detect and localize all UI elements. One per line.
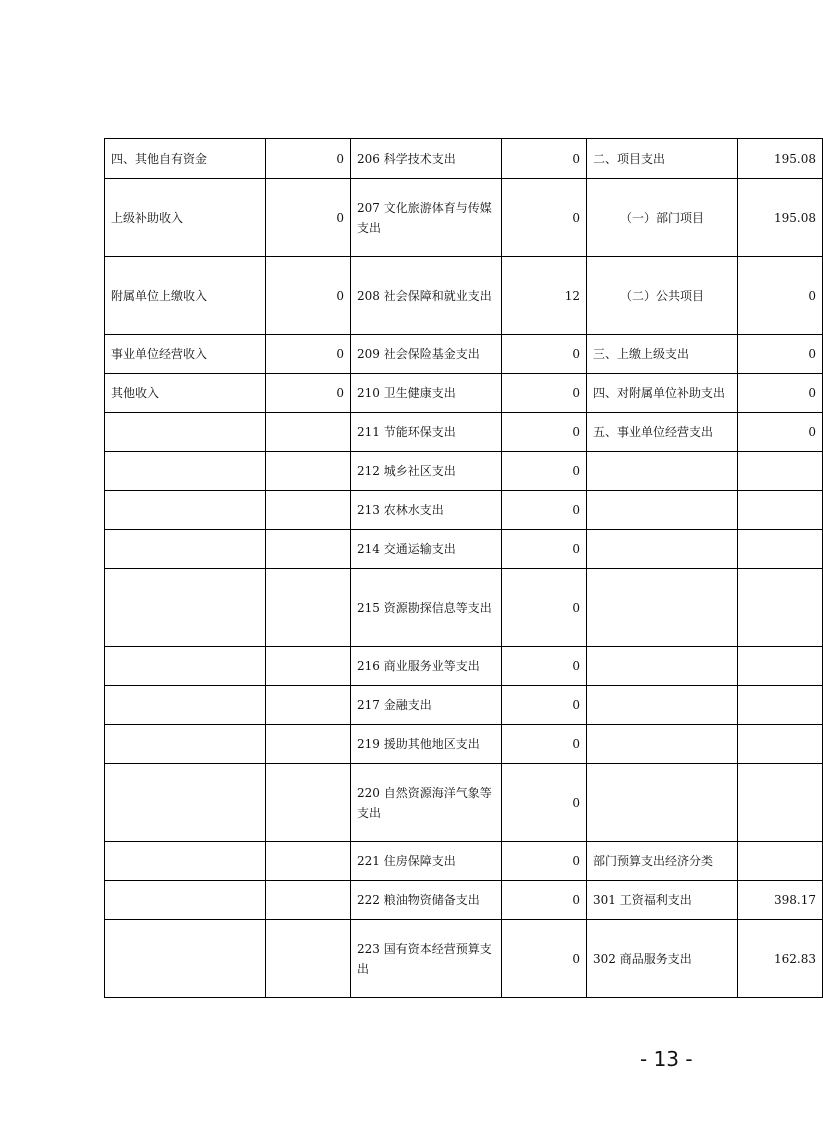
expense-function-amount: 0 [502, 881, 587, 920]
income-item: 上级补助收入 [105, 179, 266, 257]
income-item [105, 647, 266, 686]
expense-function-item: 216 商业服务业等支出 [351, 647, 502, 686]
expense-amount [738, 764, 823, 842]
page-number: - 13 - [640, 1047, 693, 1071]
expense-amount: 0 [738, 335, 823, 374]
income-amount [266, 569, 351, 647]
table-row [105, 491, 823, 530]
expense-item: 五、事业单位经营支出 [587, 413, 738, 452]
expense-item: （二）公共项目 [587, 257, 738, 335]
expense-function-amount: 0 [502, 413, 587, 452]
expense-function-amount: 0 [502, 842, 587, 881]
income-amount [266, 452, 351, 491]
expense-function-item: 208 社会保障和就业支出 [351, 257, 502, 335]
expense-amount [738, 647, 823, 686]
income-item: 其他收入 [105, 374, 266, 413]
income-item [105, 764, 266, 842]
expense-function-item: 215 资源勘探信息等支出 [351, 569, 502, 647]
table-row [105, 842, 823, 881]
expense-function-item: 223 国有资本经营预算支出 [351, 920, 502, 998]
table-row [105, 374, 823, 413]
expense-function-item: 220 自然资源海洋气象等支出 [351, 764, 502, 842]
income-amount: 0 [266, 374, 351, 413]
expense-amount: 0 [738, 413, 823, 452]
income-amount [266, 842, 351, 881]
income-amount: 0 [266, 179, 351, 257]
expense-item: 部门预算支出经济分类 [587, 842, 738, 881]
expense-function-amount: 0 [502, 139, 587, 179]
expense-function-amount: 0 [502, 569, 587, 647]
expense-amount [738, 530, 823, 569]
expense-amount [738, 725, 823, 764]
table-row [105, 725, 823, 764]
expense-function-amount: 0 [502, 374, 587, 413]
expense-item [587, 725, 738, 764]
expense-item [587, 452, 738, 491]
income-amount [266, 530, 351, 569]
table-row [105, 686, 823, 725]
table-row [105, 413, 823, 452]
expense-item [587, 569, 738, 647]
income-item: 附属单位上缴收入 [105, 257, 266, 335]
income-item [105, 530, 266, 569]
income-amount [266, 725, 351, 764]
expense-function-item: 209 社会保险基金支出 [351, 335, 502, 374]
expense-function-item: 219 援助其他地区支出 [351, 725, 502, 764]
table-row [105, 881, 823, 920]
expense-function-amount: 0 [502, 491, 587, 530]
income-item: 四、其他自有资金 [105, 139, 266, 179]
income-item [105, 491, 266, 530]
table-row [105, 179, 823, 257]
table-row [105, 764, 823, 842]
income-item [105, 413, 266, 452]
expense-function-item: 221 住房保障支出 [351, 842, 502, 881]
income-amount [266, 413, 351, 452]
table-row [105, 530, 823, 569]
income-item [105, 686, 266, 725]
table-row [105, 139, 823, 179]
expense-item: （一）部门项目 [587, 179, 738, 257]
table-row [105, 257, 823, 335]
expense-function-amount: 0 [502, 725, 587, 764]
expense-function-item: 206 科学技术支出 [351, 139, 502, 179]
expense-function-amount: 0 [502, 686, 587, 725]
expense-item [587, 530, 738, 569]
expense-item: 二、项目支出 [587, 139, 738, 179]
expense-amount: 195.08 [738, 179, 823, 257]
income-item [105, 452, 266, 491]
table-row [105, 452, 823, 491]
expense-amount: 162.83 [738, 920, 823, 998]
expense-function-amount: 0 [502, 530, 587, 569]
expense-function-amount: 0 [502, 179, 587, 257]
expense-item: 四、对附属单位补助支出 [587, 374, 738, 413]
table-row [105, 920, 823, 998]
expense-amount [738, 491, 823, 530]
income-item [105, 842, 266, 881]
expense-item: 301 工资福利支出 [587, 881, 738, 920]
expense-function-item: 213 农林水支出 [351, 491, 502, 530]
expense-amount [738, 569, 823, 647]
expense-item [587, 764, 738, 842]
budget-table [104, 138, 823, 998]
income-item [105, 920, 266, 998]
expense-function-amount: 0 [502, 764, 587, 842]
income-amount: 0 [266, 335, 351, 374]
expense-amount [738, 452, 823, 491]
expense-function-item: 211 节能环保支出 [351, 413, 502, 452]
expense-amount: 0 [738, 374, 823, 413]
income-item [105, 881, 266, 920]
expense-amount [738, 686, 823, 725]
table-row [105, 335, 823, 374]
expense-function-amount: 0 [502, 335, 587, 374]
expense-function-item: 214 交通运输支出 [351, 530, 502, 569]
income-item [105, 725, 266, 764]
income-amount [266, 764, 351, 842]
expense-amount: 195.08 [738, 139, 823, 179]
income-item: 事业单位经营收入 [105, 335, 266, 374]
expense-item: 302 商品服务支出 [587, 920, 738, 998]
income-amount [266, 920, 351, 998]
expense-function-amount: 0 [502, 647, 587, 686]
income-amount [266, 491, 351, 530]
expense-function-item: 222 粮油物资储备支出 [351, 881, 502, 920]
income-item [105, 569, 266, 647]
income-amount: 0 [266, 257, 351, 335]
expense-function-amount: 12 [502, 257, 587, 335]
income-amount [266, 686, 351, 725]
expense-amount: 0 [738, 257, 823, 335]
expense-item [587, 491, 738, 530]
table-row [105, 647, 823, 686]
expense-function-item: 210 卫生健康支出 [351, 374, 502, 413]
expense-function-amount: 0 [502, 920, 587, 998]
table-row [105, 569, 823, 647]
expense-function-item: 212 城乡社区支出 [351, 452, 502, 491]
expense-item: 三、上缴上级支出 [587, 335, 738, 374]
expense-item [587, 686, 738, 725]
expense-amount: 398.17 [738, 881, 823, 920]
income-amount [266, 647, 351, 686]
income-amount: 0 [266, 139, 351, 179]
income-amount [266, 881, 351, 920]
expense-function-item: 207 文化旅游体育与传媒支出 [351, 179, 502, 257]
expense-function-amount: 0 [502, 452, 587, 491]
expense-item [587, 647, 738, 686]
expense-function-item: 217 金融支出 [351, 686, 502, 725]
expense-amount [738, 842, 823, 881]
